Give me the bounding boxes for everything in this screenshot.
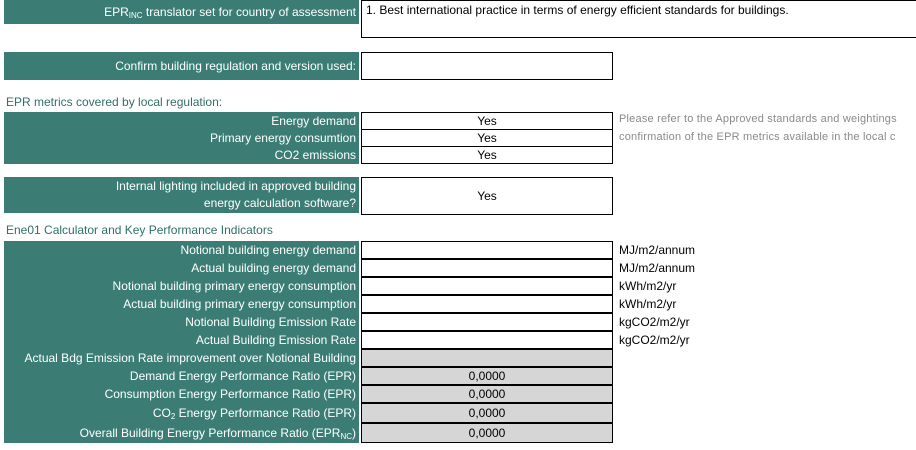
consumption-epr-label: Consumption Energy Performance Ratio (EPR) bbox=[4, 385, 359, 403]
actual-emission-rate-label: Actual Building Emission Rate bbox=[4, 331, 359, 349]
regulation-label: Confirm building regulation and version used: bbox=[4, 52, 359, 80]
emission-improvement-label: Actual Bdg Emission Rate improvement over Notional Building bbox=[4, 349, 359, 367]
demand-epr-label: Demand Energy Performance Ratio (EPR) bbox=[4, 367, 359, 385]
notional-energy-demand-label: Notional building energy demand bbox=[4, 241, 359, 259]
primary-energy-label: Primary energy consumtion bbox=[4, 129, 359, 147]
notional-primary-consumption-label: Notional building primary energy consumption bbox=[4, 277, 359, 295]
actual-emission-rate-input[interactable] bbox=[361, 331, 613, 349]
calculator-section-title: Ene01 Calculator and Key Performance Indicators bbox=[6, 223, 273, 237]
co2-epr-value: 0,0000 bbox=[361, 403, 613, 423]
lighting-value[interactable]: Yes bbox=[361, 177, 613, 215]
overall-epr-value: 0,0000 bbox=[361, 423, 613, 443]
co2-emissions-value[interactable]: Yes bbox=[361, 146, 613, 164]
actual-energy-demand-label: Actual building energy demand bbox=[4, 259, 359, 277]
emission-improvement-value bbox=[361, 349, 613, 367]
primary-energy-value[interactable]: Yes bbox=[361, 129, 613, 147]
co2-epr-label: $CO_2$ Energy Performance Ratio (EPR) bbox=[4, 403, 359, 423]
epr-metrics-section-title: EPR metrics covered by local regulation: bbox=[6, 95, 223, 109]
epr-note-line2: confirmation of the EPR metrics available in the local c bbox=[619, 131, 896, 143]
energy-demand-label: Energy demand bbox=[4, 112, 359, 130]
actual-primary-consumption-label: Actual building primary energy consumption bbox=[4, 295, 359, 313]
overall-epr-label: Overall Building Energy Performance Ratio $(EPR_{NC})$ bbox=[4, 423, 359, 443]
energy-demand-value[interactable]: Yes bbox=[361, 112, 613, 130]
translator-select[interactable]: 1. Best international practice in terms of energy efficient standards for buildings. bbox=[361, 0, 916, 38]
notional-primary-consumption-unit: kWh/m2/yr bbox=[619, 279, 677, 293]
actual-energy-demand-input[interactable] bbox=[361, 259, 613, 277]
notional-emission-rate-unit: kgCO2/m2/yr bbox=[619, 315, 690, 329]
co2-emissions-label: CO2 emissions bbox=[4, 146, 359, 164]
notional-energy-demand-input[interactable] bbox=[361, 241, 613, 259]
translator-label: $EPR_{INC}$ translator set for country of assessment bbox=[4, 0, 359, 24]
demand-epr-value: 0,0000 bbox=[361, 367, 613, 385]
notional-primary-consumption-input[interactable] bbox=[361, 277, 613, 295]
notional-emission-rate-label: Notional Building Emission Rate bbox=[4, 313, 359, 331]
notional-emission-rate-input[interactable] bbox=[361, 313, 613, 331]
epr-note-line1: Please refer to the Approved standards and weightings bbox=[619, 113, 897, 125]
actual-energy-demand-unit: MJ/m2/annum bbox=[619, 261, 696, 275]
actual-primary-consumption-input[interactable] bbox=[361, 295, 613, 313]
actual-primary-consumption-unit: kWh/m2/yr bbox=[619, 297, 677, 311]
notional-energy-demand-unit: MJ/m2/annum bbox=[619, 243, 696, 257]
lighting-label: Internal lighting included in approved building energy calculation software? bbox=[4, 177, 359, 213]
regulation-input[interactable] bbox=[361, 52, 613, 80]
consumption-epr-value: 0,0000 bbox=[361, 385, 613, 403]
actual-emission-rate-unit: kgCO2/m2/yr bbox=[619, 333, 690, 347]
